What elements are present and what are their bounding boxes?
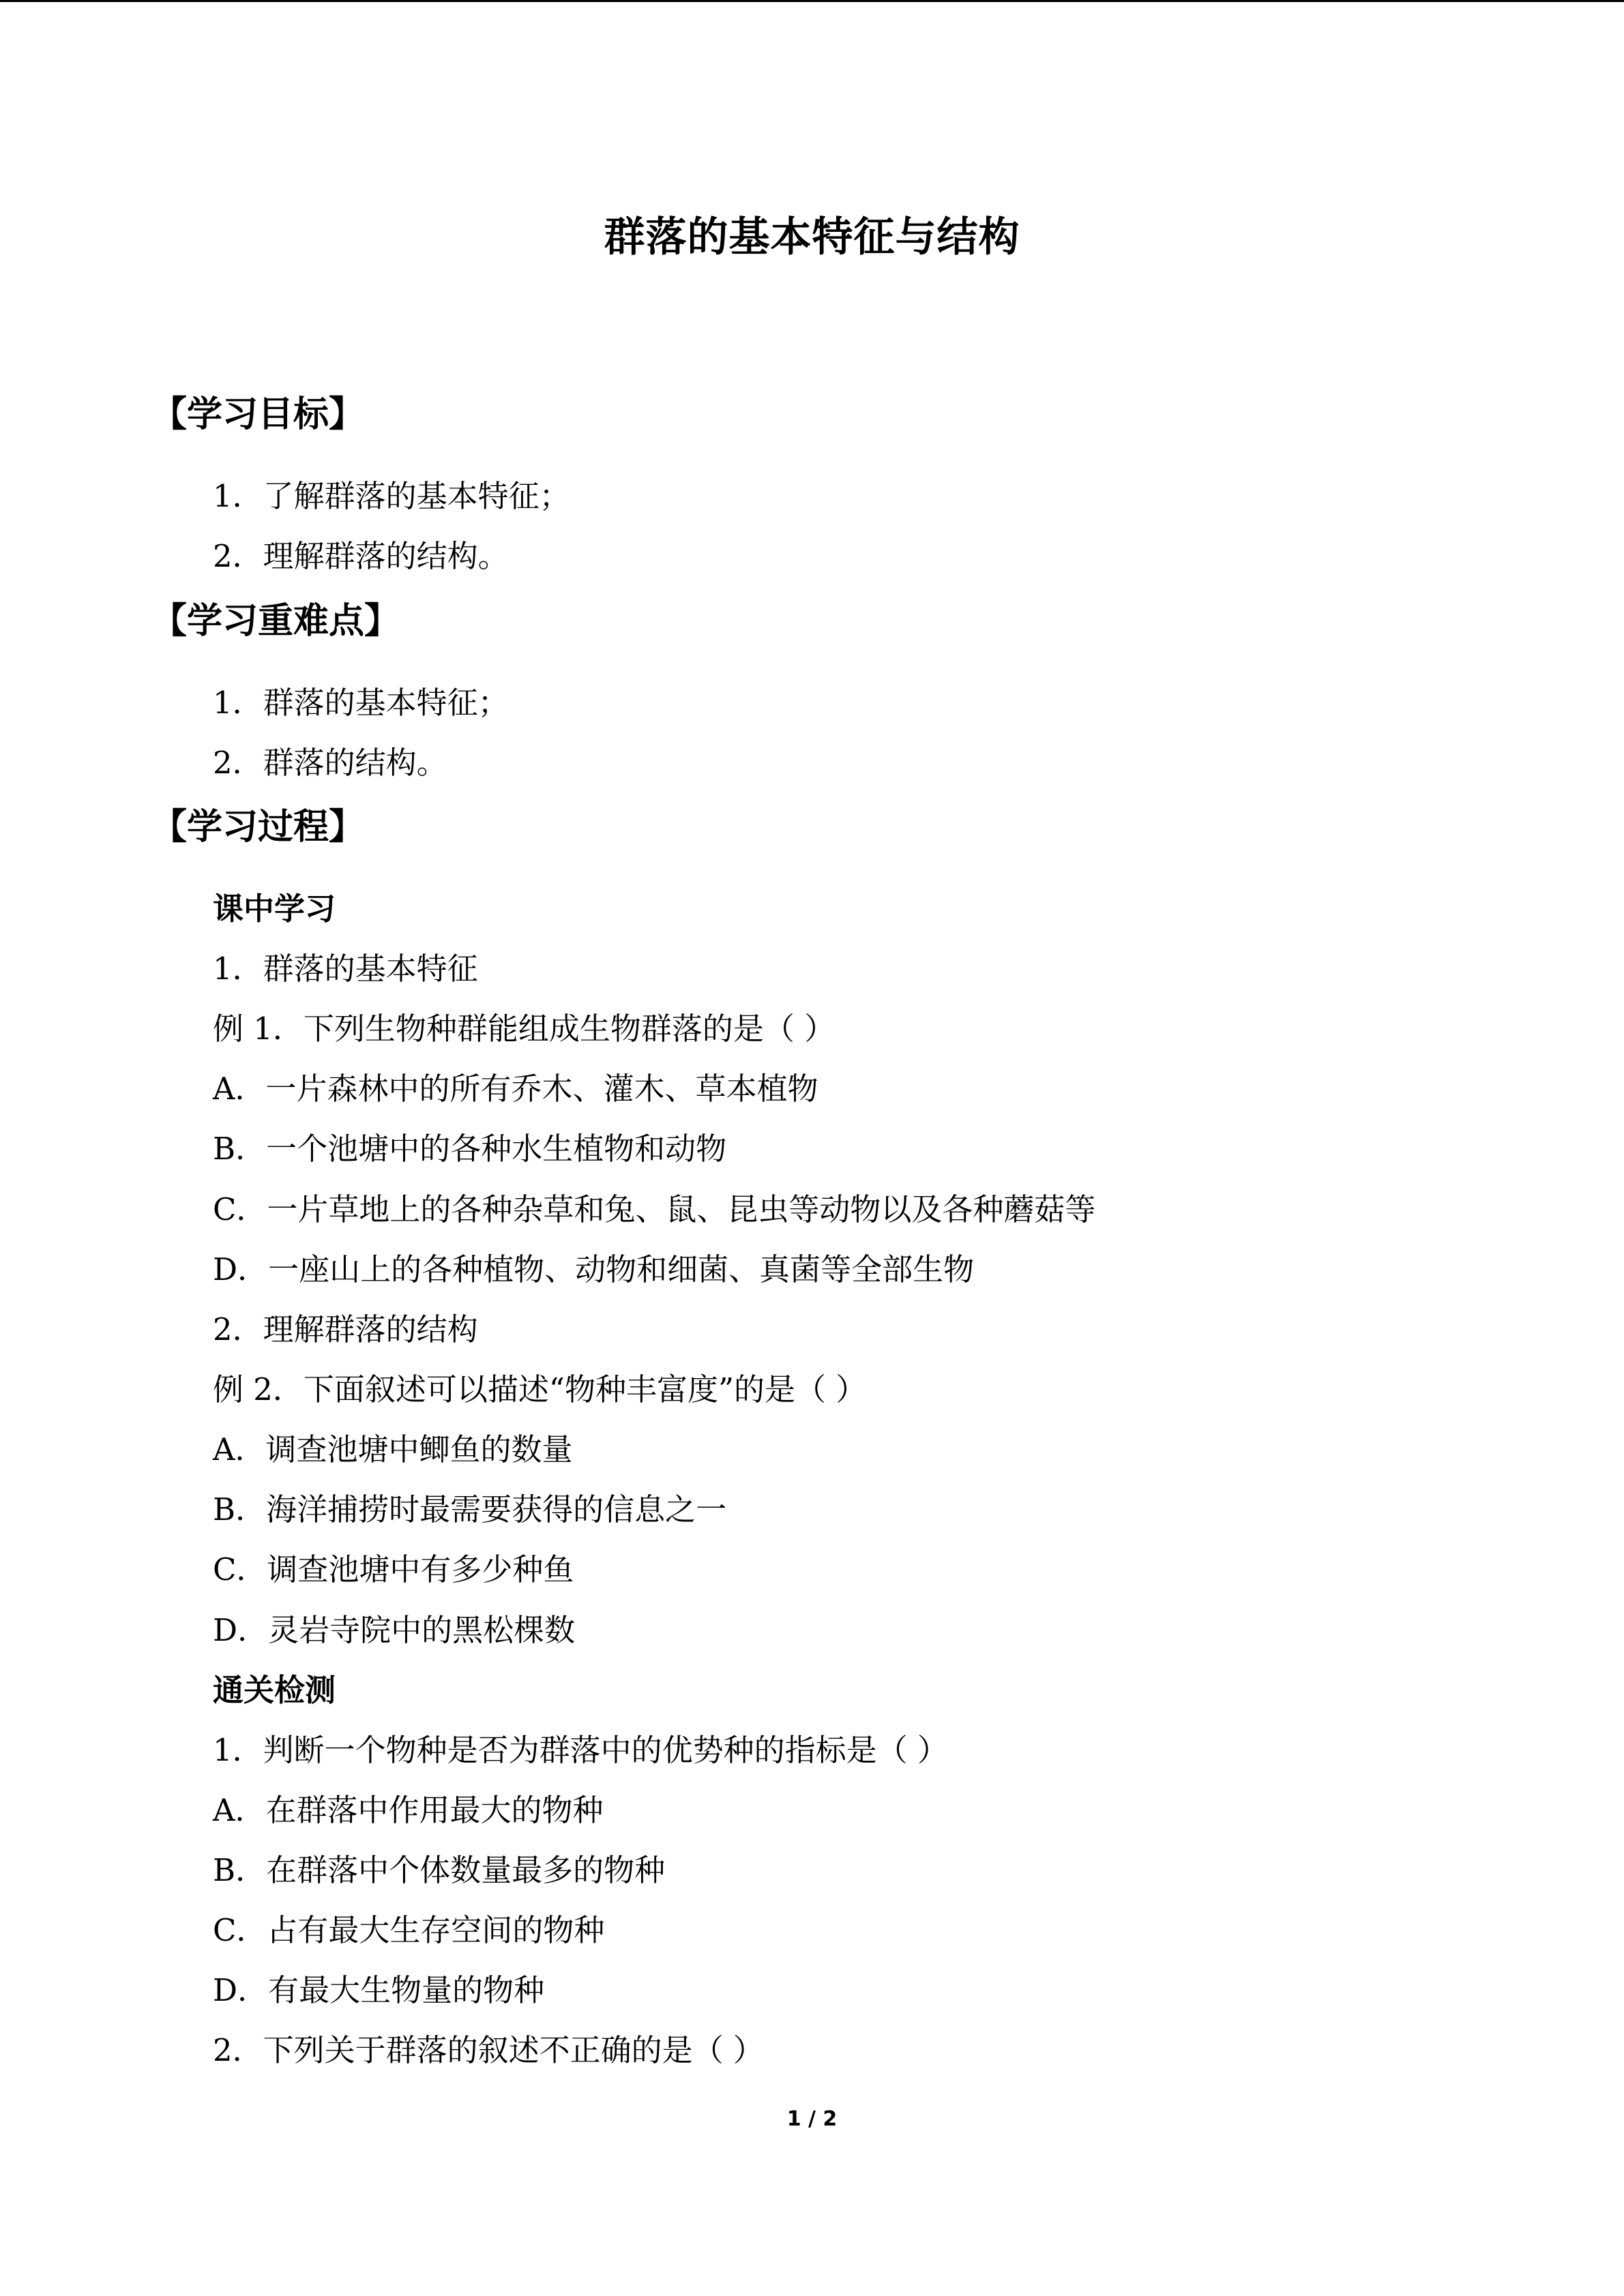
- topic-heading: 2．理解群落的结构: [213, 1311, 478, 1347]
- key-point-item: 1．群落的基本特征；: [213, 685, 509, 721]
- option-item: A．一片森林中的所有乔木、灌木、草本植物: [213, 1071, 818, 1107]
- option-item: D．有最大生物量的物种: [213, 1972, 545, 2008]
- topic-heading: 1．群落的基本特征: [213, 951, 478, 987]
- option-item: C．占有最大生存空间的物种: [213, 1912, 605, 1948]
- subheading-check: 通关检测: [213, 1672, 336, 1708]
- option-item: C．调查池塘中有多少种鱼: [213, 1551, 574, 1587]
- section-heading-process: 【学习过程】: [151, 807, 365, 848]
- quiz-question: 1．判断一个物种是否为群落中的优势种的指标是（ ）: [213, 1732, 948, 1768]
- page-title: 群落的基本特征与结构: [604, 213, 1020, 261]
- objective-item: 2．理解群落的结构。: [213, 538, 509, 574]
- option-item: D．一座山上的各种植物、动物和细菌、真菌等全部生物: [213, 1251, 975, 1287]
- example-question: 例 1．下列生物种群能组成生物群落的是（ ）: [213, 1011, 836, 1047]
- page-number: 1 / 2: [786, 2107, 838, 2131]
- option-item: C．一片草地上的各种杂草和兔、鼠、昆虫等动物以及各种蘑菇等: [213, 1191, 1096, 1227]
- subheading-in-class: 课中学习: [213, 891, 336, 927]
- section-heading-objectives: 【学习目标】: [151, 394, 365, 435]
- option-item: A．调查池塘中鲫鱼的数量: [213, 1431, 573, 1467]
- objective-item: 1．了解群落的基本特征；: [213, 478, 570, 514]
- option-item: B．海洋捕捞时最需要获得的信息之一: [213, 1491, 727, 1527]
- option-item: D．灵岩寺院中的黑松棵数: [213, 1612, 576, 1648]
- quiz-question: 2．下列关于群落的叙述不正确的是（ ）: [213, 2032, 764, 2068]
- option-item: B．一个池塘中的各种水生植物和动物: [213, 1131, 727, 1167]
- option-item: A．在群落中作用最大的物种: [213, 1792, 604, 1828]
- example-question: 例 2．下面叙述可以描述“物种丰富度”的是（ ）: [213, 1371, 867, 1407]
- option-item: B．在群落中个体数量最多的物种: [213, 1852, 666, 1888]
- section-heading-key-points: 【学习重难点】: [151, 601, 400, 642]
- key-point-item: 2．群落的结构。: [213, 745, 447, 781]
